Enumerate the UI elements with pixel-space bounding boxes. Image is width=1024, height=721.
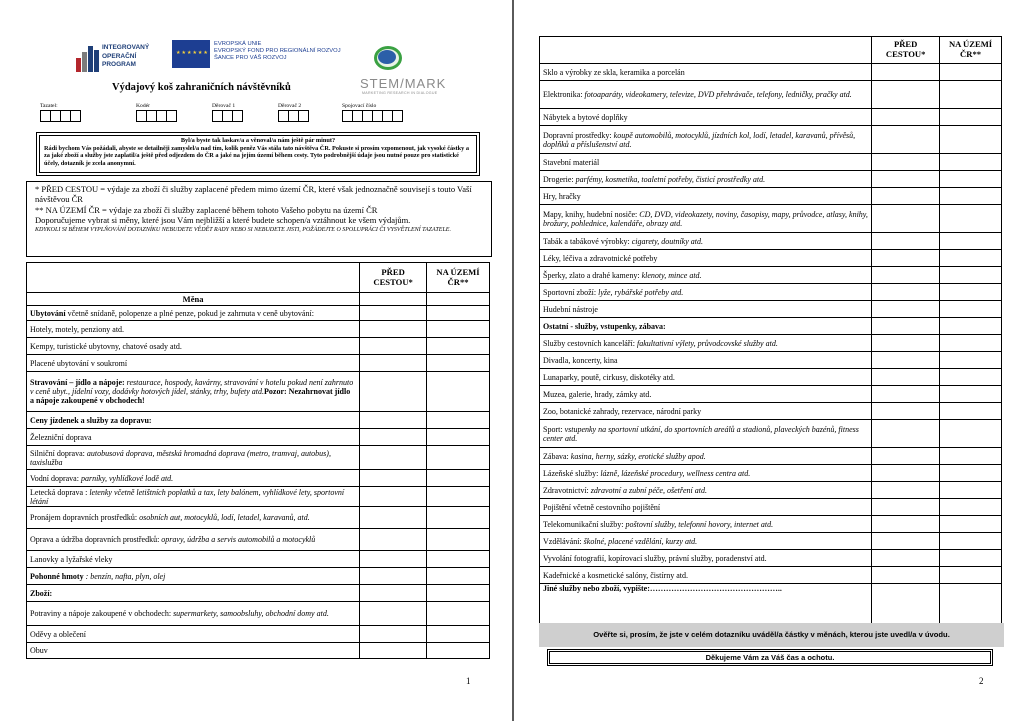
row-label: Stravování – jídlo a nápoje: restaurace, hospody, kavárny, stravování v hotelu pokud není zahrnuto v ceně ubyt., jídelní vozy, dodávky hotových jídel, stánky, trhy, bufety atd.Pozor: Nezahrnovat jídlo a nápoje zakoupené v obchodech! [27,372,360,412]
row-label: Muzea, galerie, hrady, zámky atd. [540,386,872,403]
iop-logo [76,42,166,74]
amount-before-trip-input[interactable] [360,470,427,487]
row-label: Lanovky a lyžařské vleky [27,551,360,568]
table-row [540,81,1002,109]
row-label: Jiné služby nebo zboží, vypište:………………………………………….. [540,584,872,630]
table-row [27,602,490,626]
row-label: Šperky, zlato a drahé kameny: klenoty, mince atd. [540,267,872,284]
amount-in-country-input[interactable] [427,487,490,507]
amount-before-trip-input[interactable] [360,529,427,551]
amount-in-country-input[interactable] [940,126,1002,154]
amount-in-country-input[interactable] [427,372,490,412]
amount-in-country-input[interactable] [940,516,1002,533]
amount-before-trip-input[interactable] [872,465,940,482]
table-row [540,267,1002,284]
table-row [27,321,490,338]
table-row [540,188,1002,205]
amount-before-trip-input[interactable] [872,533,940,550]
amount-before-trip-input[interactable] [360,487,427,507]
column-in-country-2: NA ÚZEMÍ ČR** [940,37,1002,64]
amount-before-trip-input[interactable] [872,318,940,335]
amount-before-trip-input[interactable] [872,267,940,284]
ministry-logo [366,40,406,74]
intro-question: Byl/a byste tak laskav/a a věnoval/a nám ještě pár minut? [180,137,336,144]
table-row [540,154,1002,171]
amount-before-trip-input[interactable] [872,369,940,386]
amount-in-country-input[interactable] [427,507,490,529]
row-label: Pronájem dopravních prostředků: osobních aut, motocyklů, lodí, letadel, karavanů, atd. [27,507,360,529]
row-label: Ostatní - služby, vstupenky, zábava: [540,318,872,335]
table-row [540,171,1002,188]
table-row [540,516,1002,533]
amount-before-trip-input[interactable] [872,284,940,301]
amount-in-country-input[interactable] [940,550,1002,567]
header-blank-2 [540,37,872,64]
amount-before-trip-input[interactable] [872,448,940,465]
row-label: Drogerie: parfémy, kosmetika, toaletní potřeby, čisticí prostředky atd. [540,171,872,188]
row-label: Lázeňské služby: lázně, lázeňské procedury, wellness centra atd. [540,465,872,482]
table-row [27,446,490,470]
amount-in-country-input[interactable] [427,306,490,321]
amount-in-country-input[interactable] [427,602,490,626]
table-row [27,372,490,412]
amount-in-country-input[interactable] [940,403,1002,420]
amount-before-trip-input[interactable] [872,482,940,499]
row-label: Zábava: kasina, herny, sázky, erotické služby apod. [540,448,872,465]
table-row [27,487,490,507]
amount-in-country-input[interactable] [940,499,1002,516]
amount-in-country-input[interactable] [940,109,1002,126]
row-label: Obuv [27,643,360,659]
amount-before-trip-input[interactable] [872,205,940,233]
row-label: Ceny jízdenek a služby za dopravu: [27,412,360,429]
note-warning: KDYKOLI SI BĚHEM VYPLŇOVÁNÍ DOTAZNÍKU NEBUDETE VĚDĚT RADY NEBO SI NEBUDETE JISTI, POŽÁDEJTE O SPOLUPRÁCI ČI VYSVĚTLENÍ TAZATELE. [35,227,451,234]
iop-bars-icon [76,44,98,72]
row-label: Zdravotnictví: zdravotní a zubní péče, ošetření atd. [540,482,872,499]
page-2 [514,0,1024,721]
table-row [27,585,490,602]
table-row [540,109,1002,126]
amount-in-country-input[interactable] [427,355,490,372]
page-number-1: 1 [466,676,471,686]
amount-before-trip-input[interactable] [872,64,940,81]
interviewer-codes: Tazatel: Kodér Děrovač 1 Děrovač 2 Spojovací číslo [36,103,476,127]
table-row [27,529,490,551]
amount-before-trip-input[interactable] [360,602,427,626]
row-label: Potraviny a nápoje zakoupené v obchodech: supermarkety, samoobsluhy, obchodní domy atd. [27,602,360,626]
table-row [540,420,1002,448]
amount-in-country-input[interactable] [940,64,1002,81]
amount-before-trip-input[interactable] [872,109,940,126]
amount-in-country-input[interactable] [427,585,490,602]
row-label: Telekomunikační služby: poštovní služby, telefonní hovory, internet atd. [540,516,872,533]
amount-before-trip-input[interactable] [360,568,427,585]
amount-in-country-input[interactable] [427,551,490,568]
row-label: Letecká doprava : letenky včetně letištních poplatků a tax, lety balónem, vyhlídkové lety, sportovní létání [27,487,360,507]
amount-before-trip-input[interactable] [872,301,940,318]
table-row [540,533,1002,550]
note-in-country: ** NA ÚZEMÍ ČR = výdaje za zboží či služby zaplacené během tohoto Vašeho pobytu na území ČR [35,204,378,215]
amount-before-trip-input[interactable] [872,335,940,352]
eu-logo-text: EVROPSKÁ UNIE EVROPSKÝ FOND PRO REGIONÁLNÍ ROZVOJ ŠANCE PRO VÁŠ ROZVOJ [214,41,341,62]
amount-in-country-input[interactable] [427,321,490,338]
amount-before-trip-input[interactable] [360,412,427,429]
table-row [27,470,490,487]
amount-before-trip-input[interactable] [360,338,427,355]
intro-body: Rádi bychom Vás požádali, abyste se detailněji zamyslel/a nad tím, kolik peněz Vás stála tato návštěva ČR. Pokuste si prosím vzpomenout, jak vysoké částky a za jaké zboží a služby jste zaplatil/a ještě před odjezdem do ČR a jaké na jejím území během cesty. Tyto podrobnější údaje jsou nutné pouze pro statistické účely, dotazník je zcela anonymní. [44,144,470,167]
row-label: Kempy, turistické ubytovny, chatové osady atd. [27,338,360,355]
amount-in-country-input[interactable] [427,568,490,585]
row-label: Vodní doprava: parníky, vyhlídkové lodě atd. [27,470,360,487]
row-label: Divadla, koncerty, kina [540,352,872,369]
row-label: Tabák a tabákové výrobky: cigarety, doutníky atd. [540,233,872,250]
table-row [540,318,1002,335]
row-label: Hotely, motely, penziony atd. [27,321,360,338]
row-label: Ubytování včetně snídaně, polopenze a plné penze, pokud je zahrnuta v ceně ubytování: [27,306,360,321]
amount-in-country-input[interactable] [940,301,1002,318]
table-row [540,233,1002,250]
amount-in-country-input[interactable] [427,412,490,429]
table-row [540,448,1002,465]
stem-mark-logo: STEM/MARK [360,76,447,91]
amount-in-country-input[interactable] [427,429,490,446]
amount-before-trip-input[interactable] [360,372,427,412]
amount-in-country-input[interactable] [940,482,1002,499]
amount-before-trip-input[interactable] [872,499,940,516]
amount-before-trip-input[interactable] [872,516,940,533]
amount-in-country-input[interactable] [940,81,1002,109]
table-row [540,352,1002,369]
amount-before-trip-input[interactable] [872,420,940,448]
row-label: Stavební materiál [540,154,872,171]
table-row [540,465,1002,482]
table-row [540,335,1002,352]
amount-in-country-input[interactable] [940,250,1002,267]
amount-in-country-input[interactable] [427,446,490,470]
row-label: Sport: vstupenky na sportovní utkání, do sportovních areálů a stadionů, plaveckých bazénů, fitness center atd. [540,420,872,448]
amount-in-country-input[interactable] [940,267,1002,284]
currency-label: Měna [27,293,360,306]
amount-in-country-input[interactable] [940,318,1002,335]
column-in-country: NA ÚZEMÍ ČR** [427,263,490,293]
amount-in-country-input[interactable] [940,352,1002,369]
row-label: Hudební nástroje [540,301,872,318]
table-row [540,301,1002,318]
amount-before-trip-input[interactable] [360,306,427,321]
amount-before-trip-input[interactable] [360,626,427,643]
amount-in-country-input[interactable] [427,470,490,487]
table-row [540,369,1002,386]
amount-before-trip-input[interactable] [872,403,940,420]
row-label: Vyvolání fotografií, kopírovací služby, právní služby, poradenství atd. [540,550,872,567]
amount-before-trip-input[interactable] [360,321,427,338]
table-row [27,306,490,321]
amount-in-country-input[interactable] [427,338,490,355]
header-blank [27,263,360,293]
table-row [27,507,490,529]
amount-before-trip-input[interactable] [872,352,940,369]
amount-in-country-input[interactable] [940,335,1002,352]
table-row [540,386,1002,403]
amount-before-trip-input[interactable] [360,446,427,470]
table-row [540,550,1002,567]
table-row [27,412,490,429]
verify-currency-notice: Ověřte si, prosím, že jste v celém dotazníku uváděl/a částky v měnách, kterou jste uvedl/a v úvodu. [539,623,1004,647]
table-row [27,643,490,659]
intro-box [36,132,480,176]
row-label: Nábytek a bytové doplňky [540,109,872,126]
row-label: Sklo a výrobky ze skla, keramika a porcelán [540,64,872,81]
amount-before-trip-input[interactable] [360,429,427,446]
row-label: Hry, hračky [540,188,872,205]
table-row [27,568,490,585]
amount-before-trip-input[interactable] [872,250,940,267]
column-before-trip-2: PŘED CESTOU* [872,37,940,64]
table-row [540,250,1002,267]
iop-logo-text: INTEGROVANÝ OPERAČNÍ PROGRAM [102,44,150,68]
column-before-trip: PŘED CESTOU* [360,263,427,293]
thank-you-box: Děkujeme Vám za Váš čas a ochotu. [547,649,993,666]
amount-in-country-input[interactable] [427,529,490,551]
table-row [27,551,490,568]
row-label: Zoo, botanické zahrady, rezervace, národní parky [540,403,872,420]
table-row [540,126,1002,154]
amount-in-country-input[interactable] [940,567,1002,584]
amount-in-country-input[interactable] [940,205,1002,233]
row-label: Železniční doprava [27,429,360,446]
eu-flag-icon: ★★★★★★ [172,40,210,68]
row-label: Kadeřnické a kosmetické salóny, čistírny atd. [540,567,872,584]
table-row [540,482,1002,499]
row-label: Lunaparky, poutě, cirkusy, diskotéky atd. [540,369,872,386]
table-row [540,205,1002,233]
amount-in-country-input[interactable] [940,171,1002,188]
table-row [540,499,1002,516]
page-number-2: 2 [979,676,984,686]
table-row [540,567,1002,584]
amount-before-trip-input[interactable] [360,355,427,372]
row-label: Silniční doprava: autobusová doprava, městská hromadná doprava (metro, tramvaj, autobus), taxislužba [27,446,360,470]
row-label: Dopravní prostředky: koupě automobilů, motocyklů, jízdních kol, lodí, letadel, karavanů, přívěsů, doplňků a příslušenství atd. [540,126,872,154]
amount-in-country-input[interactable] [940,369,1002,386]
amount-before-trip-input[interactable] [872,386,940,403]
note-before-trip: * PŘED CESTOU = výdaje za zboží či služby zaplacené předem mimo území ČR, které však jednoznačně souvisejí s touto Vaší návštěvou ČR [35,184,472,205]
amount-before-trip-input[interactable] [872,550,940,567]
amount-before-trip-input[interactable] [360,507,427,529]
table-row [540,64,1002,81]
amount-before-trip-input[interactable] [872,154,940,171]
page-title: Výdajový koš zahraničních návštěvníků [112,82,291,93]
stem-mark-tagline: MARKETING RESEARCH IN DIALOGUE [362,91,438,95]
amount-in-country-input[interactable] [940,465,1002,482]
amount-before-trip-input[interactable] [360,551,427,568]
amount-before-trip-input[interactable] [872,171,940,188]
amount-before-trip-input[interactable] [872,126,940,154]
amount-before-trip-input[interactable] [872,567,940,584]
amount-before-trip-input[interactable] [872,81,940,109]
table-row [540,284,1002,301]
table-row [27,355,490,372]
table-row [540,403,1002,420]
row-label: Pojištění včetně cestovního pojištění [540,499,872,516]
table-row [27,626,490,643]
row-label: Pohonné hmoty : benzín, nafta, plyn, olej [27,568,360,585]
currency-before-input[interactable] [360,293,427,306]
amount-in-country-input[interactable] [940,420,1002,448]
amount-before-trip-input[interactable] [360,585,427,602]
row-label: Oděvy a oblečení [27,626,360,643]
currency-in-input[interactable] [427,293,490,306]
table-row [27,429,490,446]
expense-table-page-2 [539,36,1002,630]
row-label: Placené ubytování v soukromí [27,355,360,372]
expense-table-page-1 [26,262,490,659]
amount-in-country-input[interactable] [940,533,1002,550]
note-currency: Doporučujeme vybrat si měny, které jsou Vám nejbližší a které budete schopen/a vztáhnout ke všem výdajům. [35,214,411,225]
row-label: Oprava a údržba dopravních prostředků: opravy, údržba a servis automobilů a motocyklů [27,529,360,551]
amount-before-trip-input[interactable] [872,188,940,205]
table-row [27,338,490,355]
row-label: Sportovní zboží: lyže, rybářské potřeby atd. [540,284,872,301]
amount-before-trip-input[interactable] [360,643,427,659]
amount-in-country-input[interactable] [940,448,1002,465]
amount-in-country-input[interactable] [940,154,1002,171]
row-label: Zboží: [27,585,360,602]
amount-before-trip-input[interactable] [872,233,940,250]
amount-in-country-input[interactable] [940,284,1002,301]
amount-in-country-input[interactable] [940,188,1002,205]
notes-box [26,181,492,257]
amount-in-country-input[interactable] [427,626,490,643]
row-label: Léky, léčiva a zdravotnické potřeby [540,250,872,267]
amount-in-country-input[interactable] [940,233,1002,250]
row-label: Mapy, knihy, hudební nosiče: CD, DVD, videokazety, noviny, časopisy, mapy, průvodce, atlasy, knihy, brožury, pohlednice, kalendáře, obrazy atd. [540,205,872,233]
amount-in-country-input[interactable] [940,386,1002,403]
row-label: Vzdělávání: školné, placené vzdělání, kurzy atd. [540,533,872,550]
row-label: Elektronika: fotoaparáty, videokamery, televize, DVD přehrávače, telefony, ledničky, pračky atd. [540,81,872,109]
row-label: Služby cestovních kanceláří: fakultativní výlety, průvodcovské služby atd. [540,335,872,352]
amount-in-country-input[interactable] [427,643,490,659]
